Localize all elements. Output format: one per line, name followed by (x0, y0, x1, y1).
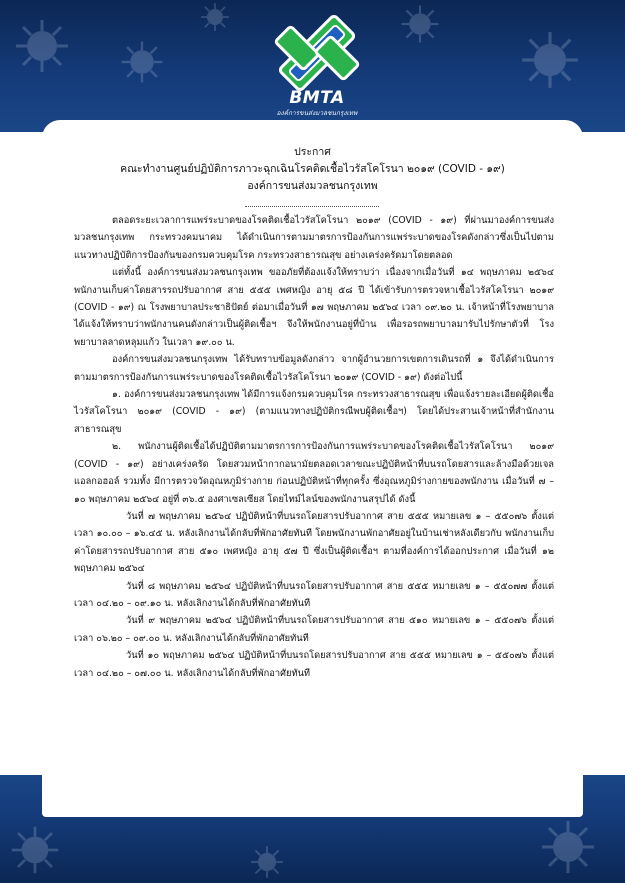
title-divider (245, 206, 379, 207)
paragraph-measure-2: ๒. พนักงานผู้ติดเชื้อได้ปฏิบัติตามมาตรการการป้องกันการแพร่ระบาดของโรคติดเชื้อไวรัสโคโรนา ๒๐๑๙ (COVID - ๑๙) อย่างเคร่งครัด โดยสวมหน้ากากอนามัยตลอดเวลาขณะปฏิบัติหน้าที่บนรถโดยสารและล้างมือด้วยเจลแอลกอฮอล์ รวมทั้ง มีการตรวจวัดอุณหภูมิร่างกาย ก่อนปฏิบัติหน้าที่ทุกครั้ง ซึ่งอุณหภูมิร่างกายของพนักงาน เมื่อวันที่ ๗ – ๑๐ พฤษภาคม ๒๕๖๔ อยู่ที่ ๓๖.๕ องศาเซลเซียส โดยไทม์ไลน์ของพนักงานสรุปได้ ดังนี้ (74, 441, 554, 505)
logo-text: BMTA (289, 88, 345, 108)
paragraph-measure-1: ๑. องค์การขนส่งมวลชนกรุงเทพ ได้มีการแจ้งกรมควบคุมโรค กระทรวงสาธารณสุข เพื่อแจ้งรายละเอียดผู้ติดเชื้อไวรัสโคโรนา ๒๐๑๙ (COVID - ๑๙) (ตามแนวทางปฏิบัติกรณีพบผู้ติดเชื้อฯ) โดยได้ประสานเจ้าหน้าที่สำนักงานสาธารณสุข (74, 389, 554, 435)
title-line-1: ประกาศ (294, 146, 331, 158)
logo-subtext: องค์การขนส่งมวลชนกรุงเทพ (276, 109, 358, 117)
paragraph-intro: ตลอดระยะเวลาการแพร่ระบาดของโรคติดเชื้อไวรัสโคโรนา ๒๐๑๙ (COVID - ๑๙) ที่ผ่านมาองค์การขนส่งมวลชนกรุงเทพ กระทรวงคมนาคม ได้ดำเนินการตามมาตรการป้องกันการแพร่ระบาดของโรคดังกล่าวซึ่งเป็นไปตามแนวทางปฏิบัติการป้องกันของกรมควบคุมโรค กระทรวงสาธารณสุข อย่างเคร่งครัดมาโดยตลอด (74, 215, 554, 261)
virus-decoration-icon (200, 2, 230, 32)
title-line-2: คณะทำงานศูนย์ปฏิบัติการภาวะฉุกเฉินโรคติดเชื้อไวรัสโคโรนา ๒๐๑๙ (COVID - ๑๙) (120, 163, 505, 175)
virus-decoration-icon (400, 4, 440, 44)
virus-decoration-icon (14, 18, 70, 74)
virus-decoration-icon (520, 30, 580, 90)
virus-decoration-icon (120, 40, 164, 84)
timeline-day-9: วันที่ ๙ พฤษภาคม ๒๕๖๔ ปฏิบัติหน้าที่บนรถโดยสารปรับอากาศ สาย ๕๑๐ หมายเลข ๑ – ๕๕๐๗๖ ตั้งแต่เวลา ๐๖.๒๐ – ๐๙.๐๐ น. หลังเลิกงานได้กลับที่พักอาศัยทันที (74, 615, 554, 644)
announcement-body (74, 212, 554, 682)
title-line-3: องค์การขนส่งมวลชนกรุงเทพ (247, 180, 378, 192)
timeline-day-7: วันที่ ๗ พฤษภาคม ๒๕๖๔ ปฏิบัติหน้าที่บนรถโดยสารปรับอากาศ สาย ๕๕๕ หมายเลข ๑ – ๕๕๐๗๖ ตั้งแต่เวลา ๑๐.๐๐ – ๑๖.๔๕ น. หลังเลิกงานได้กลับที่พักอาศัยทันที โดยพนักงานพักอาศัยอยู่ในบ้านเช่าหลังเดียวกับ พนักงานเก็บค่าโดยสารรถปรับอากาศ สาย ๕๑๐ เพศหญิง อายุ ๕๗ ปี ซึ่งเป็นผู้ติดเชื้อฯ ตามที่องค์การได้ออกประกาศ เมื่อวันที่ ๑๒ พฤษภาคม ๒๕๖๔ (74, 510, 554, 575)
announcement-title (42, 144, 583, 195)
virus-decoration-icon (10, 825, 60, 875)
virus-decoration-icon (540, 819, 596, 875)
timeline-day-10: วันที่ ๑๐ พฤษภาคม ๒๕๖๔ ปฏิบัติหน้าที่บนรถโดยสารปรับอากาศ สาย ๕๕๕ หมายเลข ๑ – ๕๕๐๗๖ ตั้งแต่เวลา ๐๔.๒๐ – ๐๗.๐๐ น. หลังเลิกงานได้กลับที่พักอาศัยทันที (74, 650, 554, 679)
paragraph-measures-intro: องค์การขนส่งมวลชนกรุงเทพ ได้รับทราบข้อมูลดังกล่าว จากผู้อำนวยการเขตการเดินรถที่ ๑ จึงได้ดำเนินการตามมาตรการป้องกันการแพร่ระบาดของโรคติดเชื้อไวรัสโคโรนา ๒๐๑๙ (COVID - ๑๙) ดังต่อไปนี้ (74, 354, 554, 383)
paragraph-case-report: แต่ทั้งนี้ องค์การขนส่งมวลชนกรุงเทพ ขออภัยที่ต้องแจ้งให้ทราบว่า เนื่องจากเมื่อวันที่ ๑๔ พฤษภาคม ๒๕๖๔ พนักงานเก็บค่าโดยสารรถปรับอากาศ สาย ๕๕๕ เพศหญิง อายุ ๕๘ ปี ได้เข้ารับการตรวจหาเชื้อไวรัสโคโรนา ๒๐๑๙ (COVID - ๑๙) ณ โรงพยาบาลประชาธิปัตย์ ต่อมาเมื่อวันที่ ๑๗ พฤษภาคม ๒๕๖๔ เวลา ๐๙.๒๐ น. เจ้าหน้าที่โรงพยาบาล ได้แจ้งให้ทราบว่าพนักงานคนดังกล่าวเป็นผู้ติดเชื้อฯ จึงให้พนักงานอยู่ที่บ้าน เพื่อรอรถพยาบาลมารับไปรักษาตัวที่ โรงพยาบาลลาดหลุมแก้ว ในเวลา ๑๙.๐๐ น. (74, 267, 554, 348)
timeline-day-8: วันที่ ๘ พฤษภาคม ๒๕๖๔ ปฏิบัติหน้าที่บนรถโดยสารปรับอากาศ สาย ๕๕๕ หมายเลข ๑ – ๕๕๐๗๗ ตั้งแต่เวลา ๐๔.๒๐ – ๐๙.๑๐ น. หลังเลิกงานได้กลับที่พักอาศัยทันที (74, 580, 554, 609)
virus-decoration-icon (250, 845, 284, 879)
